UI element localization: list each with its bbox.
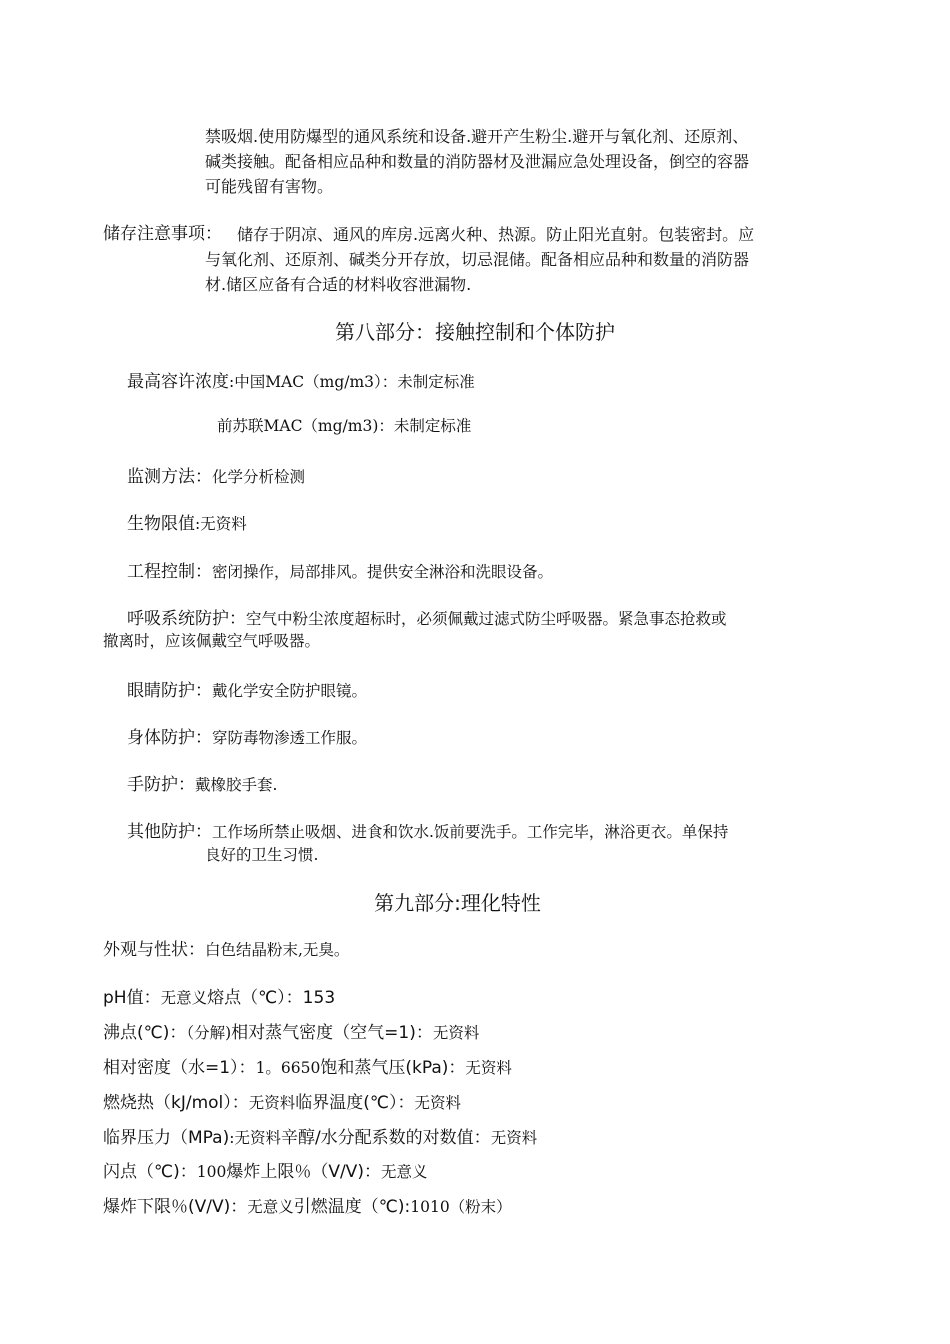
ph-label: pH值： (103, 988, 161, 1008)
property-row (103, 1088, 461, 1113)
combustion-heat-value: 无资料 (248, 1094, 296, 1112)
text-line: 禁吸烟.使用防爆型的通风系统和设备.避开产生粉尘.避开与氧化剂、还原剂、 (205, 127, 749, 146)
upper-explosive-limit-label: 爆炸上限％（V/V)： (226, 1162, 381, 1182)
bio-limit-value: :无资料 (195, 515, 247, 533)
text-line: 可能残留有害物。 (205, 177, 334, 196)
text-line: 储存于阴凉、通风的库房.远离火种、热源。防止阳光直射。包装密封。应 (237, 225, 755, 244)
hand-value: 戴橡胶手套. (195, 776, 278, 794)
bio-limit-row (127, 509, 247, 534)
monitoring-value: 化学分析检测 (212, 468, 306, 486)
text-line: 材.储区应备有合适的材料收容泄漏物. (205, 275, 472, 294)
property-row (103, 1123, 537, 1148)
eye-label: 眼睛防护： (127, 681, 212, 701)
critical-temp-label: 临界温度(℃）： (295, 1093, 415, 1113)
combustion-heat-label: 燃烧热（kJ/mol）： (103, 1093, 249, 1113)
appearance-row (103, 935, 349, 960)
respiratory-value: 空气中粉尘浓度超标时，必须佩戴过滤式防尘呼吸器。紧急事态抢救或 (246, 610, 727, 628)
critical-pressure-label: 临界压力（MPa) (103, 1128, 230, 1148)
partition-coefficient-value: 无资料 (490, 1129, 538, 1147)
property-row (103, 1053, 512, 1078)
mac-label: 最高容许浓度 (127, 372, 229, 392)
critical-temp-value: 无资料 (414, 1094, 462, 1112)
vapor-density-label: 相对蒸气密度（空气=1)： (231, 1023, 433, 1043)
property-row (103, 983, 335, 1008)
storage-text-first (237, 222, 754, 247)
boiling-point-label: 沸点(℃)： (103, 1023, 187, 1043)
handling-precautions-continuation (205, 124, 749, 199)
lower-explosive-limit-label: 爆炸下限％(V/V)： (103, 1197, 248, 1217)
vapor-pressure-value: 无资料 (465, 1059, 512, 1077)
melting-point: 熔点（℃）：153 (207, 988, 336, 1008)
flash-point-label: 闪点（℃)： (103, 1162, 197, 1182)
monitoring-label: 监测方法： (127, 467, 212, 487)
upper-explosive-limit-value: 无意义 (380, 1163, 428, 1181)
storage-text-rest (205, 247, 749, 297)
flash-point-value: 100 (196, 1163, 227, 1181)
eye-row (127, 676, 367, 701)
engineering-label: 工程控制： (127, 562, 212, 582)
other-value: 工作场所禁止吸烟、进食和饮水.饭前要洗手。工作完毕，淋浴更衣。单保持 (212, 823, 729, 841)
boiling-point-value: （分解) (186, 1024, 232, 1042)
lower-explosive-limit-value: 无意义 (247, 1198, 294, 1216)
mac-row (127, 367, 475, 392)
other-row (127, 817, 728, 842)
hand-row (127, 770, 277, 795)
appearance-label: 外观与性状： (103, 940, 205, 960)
ph-value: 无意义 (160, 989, 208, 1007)
vapor-density-value: 无资料 (432, 1024, 480, 1042)
respiratory-row (127, 604, 727, 629)
body-label: 身体防护： (127, 728, 212, 748)
relative-density-label: 相对密度（水=1）： (103, 1058, 256, 1078)
respiratory-label: 呼吸系统防护： (127, 609, 246, 629)
mac-china-value: :中国MAC（mg/m3）：未制定标准 (229, 373, 475, 391)
appearance-value: 白色结晶粉末,无臭。 (205, 941, 350, 959)
critical-pressure-value: :无资料 (229, 1129, 281, 1147)
mac-ussr-value: 前苏联MAC（mg/m3)：未制定标准 (217, 417, 472, 435)
section-8-title: 第八部分：接触控制和个体防护 (335, 320, 615, 344)
monitoring-row (127, 462, 305, 487)
partition-coefficient-label: 辛醇/水分配系数的对数值： (280, 1128, 491, 1148)
body-value: 穿防毒物渗透工作服。 (212, 729, 368, 747)
respiratory-value-cont: 撤离时，应该佩戴空气呼吸器。 (103, 632, 321, 650)
ignition-temp-label: 引燃温度（℃): (293, 1197, 411, 1217)
ignition-temp-value: 1010（粉末） (410, 1198, 512, 1216)
other-value-cont: 良好的卫生习惯. (205, 846, 319, 864)
eye-value: 戴化学安全防护眼镜。 (212, 682, 368, 700)
bio-limit-label: 生物限值 (127, 514, 195, 534)
section-9-title: 第九部分:理化特性 (374, 891, 541, 915)
engineering-value: 密闭操作，局部排风。提供安全淋浴和洗眼设备。 (212, 563, 554, 581)
property-row (103, 1018, 479, 1043)
property-row (103, 1157, 427, 1182)
text-line: 碱类接触。配备相应品种和数量的消防器材及泄漏应急处理设备，倒空的容器 (205, 152, 750, 171)
hand-label: 手防护： (127, 775, 195, 795)
other-label: 其他防护： (127, 822, 212, 842)
body-row (127, 723, 367, 748)
relative-density-value: 1。6650 (255, 1059, 321, 1077)
storage-label: 储存注意事项： (103, 224, 222, 244)
engineering-row (127, 557, 553, 582)
property-row (103, 1192, 512, 1217)
vapor-pressure-label: 饱和蒸气压(kPa)： (320, 1058, 466, 1078)
text-line: 与氧化剂、还原剂、碱类分开存放，切忌混储。配备相应品种和数量的消防器 (205, 250, 750, 269)
